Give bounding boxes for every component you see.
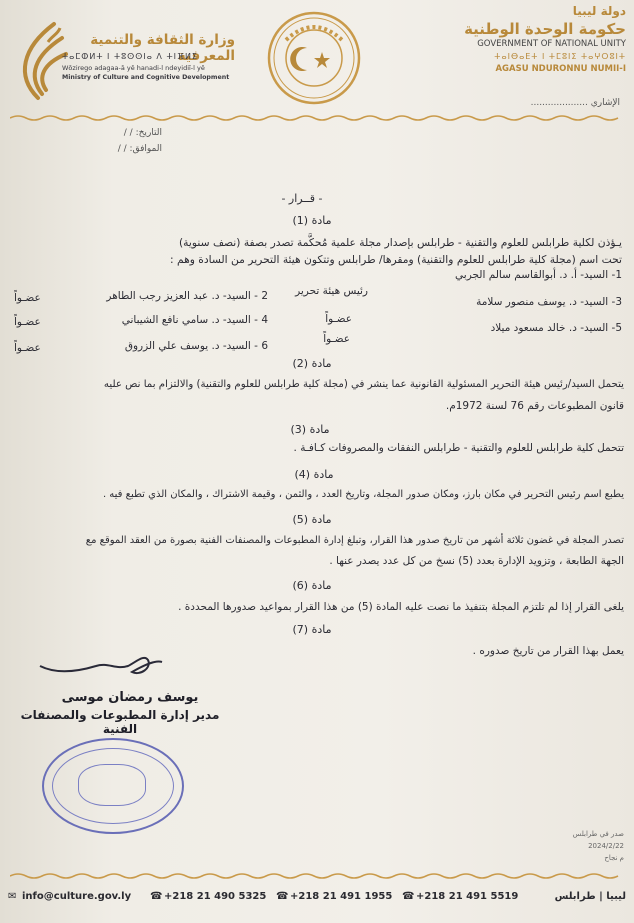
footer-phone[interactable]: +218 21 491 5519 xyxy=(416,891,519,902)
article-heading: مادة (7) xyxy=(292,623,332,636)
signatory-title: مدير إدارة المطبوعات والمصنفات الفنية xyxy=(20,708,220,736)
issued-date: 2024/2/22 xyxy=(588,842,624,850)
board-member-name: 5- السيد- د. خالد مسعود ميلاد xyxy=(490,322,622,334)
corresponding-date-field: الموافق: / / xyxy=(117,144,162,154)
decision-title: - قــرار - xyxy=(281,192,323,205)
official-stamp xyxy=(42,738,184,834)
article-heading: مادة (4) xyxy=(294,468,334,481)
article-heading: مادة (1) xyxy=(292,214,332,227)
gov-name-amazigh: AGASU NDURONNU NUMII-I xyxy=(495,64,626,74)
ministry-name-tifinagh: ⵜⴰⵎⵀⵍⵜ ⵏ ⵜⵓⵙⵙⵏⴰ ⴷ ⵜⵏⴼⵍⵉ xyxy=(62,52,198,61)
article-text: يتحمل السيد/رئيس هيئة التحرير المسئولية القانونية عما ينشر في (مجلة كلية طرابلس للعلوم والتقنية) والالتزام بما نص عليه xyxy=(103,379,624,390)
article-text: يلغى القرار إذا لم تلتزم المجلة بتنفيذ ما نصت عليه المادة (5) من هذا القرار بمواعيد صدورها المحددة . xyxy=(178,601,624,613)
board-member-role: عضـواً xyxy=(325,313,352,325)
ministry-name-en: Ministry of Culture and Cognitive Development xyxy=(62,74,230,81)
article-heading: مادة (2) xyxy=(292,357,332,370)
signatory-name: يوسف رمضان موسى xyxy=(61,690,199,705)
board-member-role: عضـواً xyxy=(323,333,350,345)
ministry-name-ar: وزارة الثقافة والتنمية المعرفية xyxy=(90,32,235,64)
reference-label: الإشاري .................... xyxy=(530,98,620,108)
footer-location: ليبيا | طرابلس xyxy=(554,891,626,902)
board-member-role: رئيس هيئة تحرير xyxy=(295,285,368,297)
footer-phone[interactable]: +218 21 490 5325 xyxy=(164,891,267,902)
board-member-name: 3- السيد- د. يوسف منصور سلامة xyxy=(476,296,622,308)
date-field: التاريخ: / / xyxy=(123,128,162,138)
board-member-role: عضـواً xyxy=(14,342,41,354)
footer-contacts xyxy=(4,891,630,909)
article-heading: مادة (6) xyxy=(292,579,332,592)
article-text: تصدر المجلة في غضون ثلاثة أشهر من تاريخ صدور هذا القرار، وتبلغ إدارة المطبوعات والمصنفات الفنية بصورة من العقد الموقع مع xyxy=(85,535,624,546)
article-heading: مادة (3) xyxy=(290,423,330,436)
board-member-role: عضـواً xyxy=(14,316,41,328)
article-text: يطبع اسم رئيس التحرير في مكان بارز، ومكان صدور المجلة، وتاريخ العدد ، والثمن ، وقيمة الاشتراك ، والمكان الذي تطبع فيه . xyxy=(102,489,624,500)
footer-phone[interactable]: +218 21 491 1955 xyxy=(290,891,393,902)
article-text: الجهة الطابعة ، وتزويد الإدارة بعدد (5) نسخ من كل عدد يصدر عنها . xyxy=(329,555,624,567)
board-member-name: 1- السيد- أ. د. أبوالقاسم سالم الجربي xyxy=(455,269,622,281)
board-member-name: 2 - السيد- د. عبد العزيز رجب الطاهر xyxy=(106,290,268,302)
gov-name-ar: حكومة الوحدة الوطنية xyxy=(464,20,626,38)
phone-icon: ☎ xyxy=(276,891,289,902)
article-text: تتحمل كلية طرابلس للعلوم والتقنية - طرابلس النفقات والمصروفات كـافـة . xyxy=(293,442,624,454)
gov-name-tifinagh: ⵜⴰⵏⴱⴰⴹⵜ ⵏ ⵜⵎⵓⵏⵉ ⵜⴰⵖⵔⵓⵏⵜ xyxy=(494,52,626,61)
article-text: يعمل بهذا القرار من تاريخ صدوره . xyxy=(472,645,624,657)
article-text: يـؤذن لكلية طرابلس للعلوم والتقنية - طرابلس بإصدار مجلة علمية مُحكَّمة تصدر بصفة (نصف سنوية) xyxy=(178,236,622,249)
footer-email[interactable]: info@culture.gov.ly xyxy=(22,891,132,902)
article-text: تحت اسم (مجلة كلية طرابلس للعلوم والتقنية) ومقرها/ طرابلس وتتكون هيئة التحرير من السادة وهم : xyxy=(169,253,622,266)
article-text: قانون المطبوعات رقم 76 لسنة 1972م. xyxy=(445,400,624,412)
state-name-ar: دولة ليبيا xyxy=(572,4,626,18)
phone-icon: ☎ xyxy=(150,891,163,902)
ministry-name-amazigh: Wōzirego adagaa-ā yē hanadi-l ndeyidiī-l yē xyxy=(62,64,205,72)
footer-divider xyxy=(10,872,624,880)
board-member-name: 6 - السيد- د. يوسف علي الزروق xyxy=(124,340,268,352)
board-member-role: عضـواً xyxy=(14,292,41,304)
national-seal-icon xyxy=(266,10,362,106)
issued-place: صدر في طرابلس xyxy=(572,830,624,838)
gov-name-en: GOVERNMENT OF NATIONAL UNITY xyxy=(477,39,626,49)
handwritten-signature-icon xyxy=(36,648,166,682)
header-divider xyxy=(10,114,624,122)
article-heading: مادة (5) xyxy=(292,513,332,526)
phone-icon: ☎ xyxy=(402,891,415,902)
issued-ref: م نجاح xyxy=(604,854,624,862)
email-icon: ✉ xyxy=(8,891,17,902)
board-member-name: 4 - السيد- د. سامي نافع الشيباني xyxy=(121,314,268,326)
